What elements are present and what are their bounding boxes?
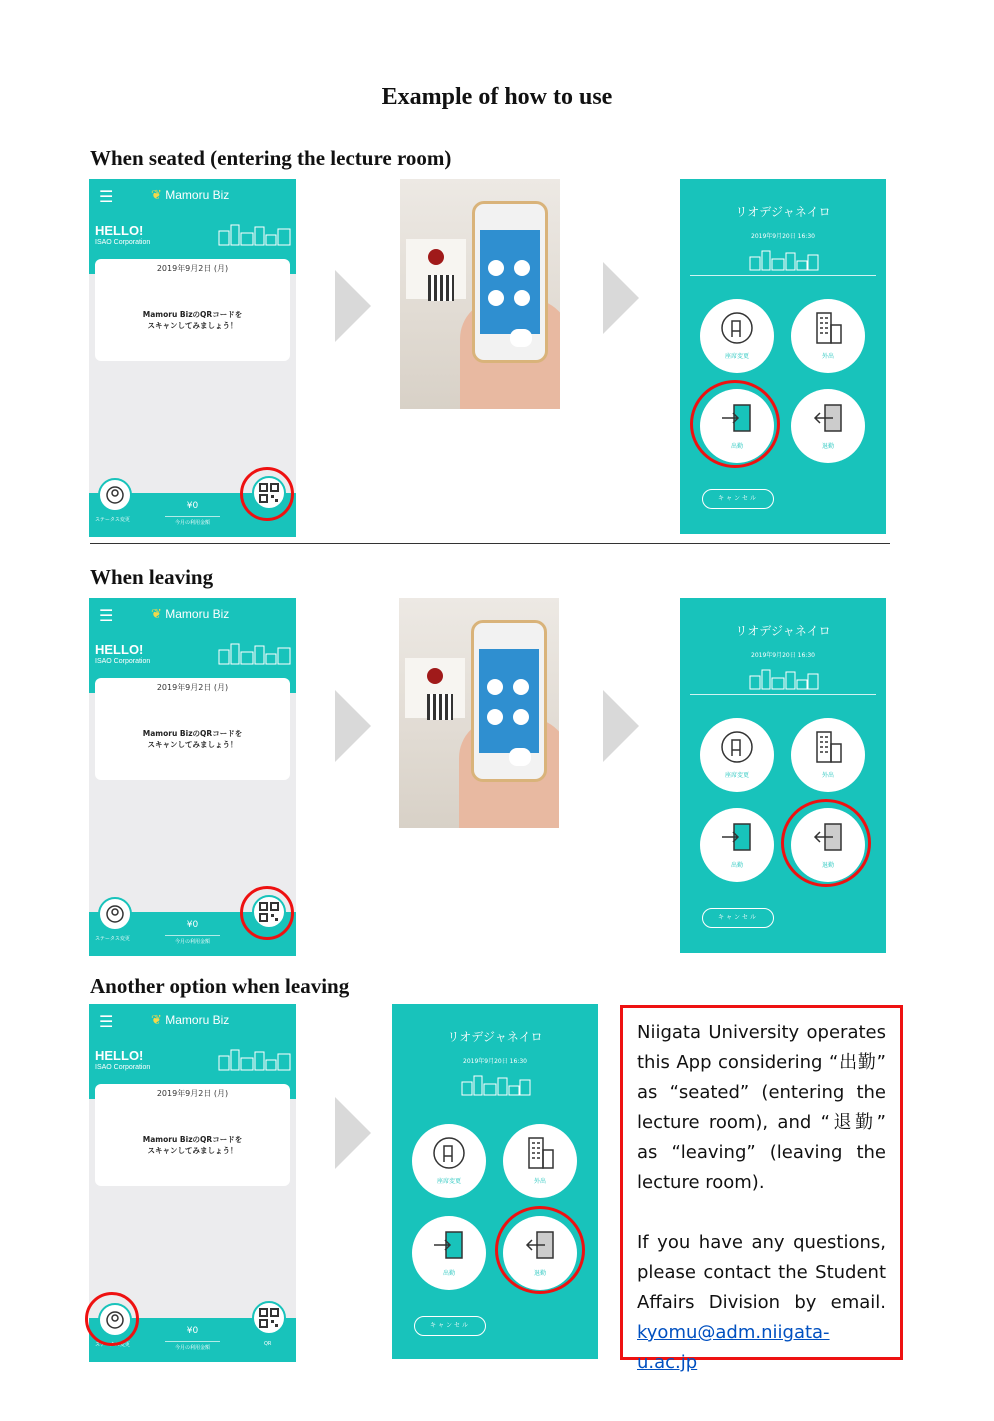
qr-scan-button[interactable]	[252, 1301, 286, 1335]
leaf-icon: ❦	[151, 606, 162, 621]
highlight-ring-leave	[495, 1206, 585, 1294]
card-message-line2: スキャンしてみましょう！	[147, 1146, 238, 1155]
seat-change-button[interactable]	[700, 718, 774, 792]
attend-button[interactable]	[700, 808, 774, 882]
yen-label: 今月の利用金額	[165, 1341, 220, 1351]
step-arrow-icon	[335, 270, 371, 342]
brand-name: Mamoru Biz	[165, 1013, 230, 1027]
cancel-button[interactable]: キャンセル	[702, 908, 774, 928]
screen-button-icon	[488, 260, 504, 276]
note-paragraph-2-text: If you have any questions, please contact the Student Affairs Division by email.	[637, 1232, 886, 1313]
building-icon	[809, 728, 847, 766]
phone-screen	[479, 649, 539, 753]
brand-name: Mamoru Biz	[165, 607, 230, 621]
location-datetime: 2019年9月20日 16:30	[751, 233, 815, 240]
card-message-line1: Mamoru BizのQRコードを	[142, 729, 243, 738]
seat-change-label: 座席変更	[436, 1178, 461, 1185]
attend-button[interactable]	[412, 1216, 486, 1290]
card-message	[95, 1134, 290, 1156]
step-arrow-icon	[335, 1097, 371, 1169]
seat-change-button[interactable]	[412, 1124, 486, 1198]
screen-button-icon	[487, 679, 503, 695]
card-date: 2019年9月2日 (月)	[156, 1089, 229, 1098]
separator-line	[690, 275, 876, 276]
seat-change-icon	[430, 1134, 468, 1172]
highlight-ring-status	[85, 1292, 139, 1346]
city-skyline-icon	[217, 640, 293, 666]
select-screen-3	[392, 1004, 598, 1359]
card-date: 2019年9月2日 (月)	[156, 683, 229, 692]
section-heading-another-option: Another option when leaving	[90, 974, 350, 998]
card-message	[95, 309, 290, 331]
phone-screen	[480, 230, 540, 334]
card-message	[95, 728, 290, 750]
card-message-line2: スキャンしてみましょう！	[147, 740, 238, 749]
go-out-button[interactable]	[791, 718, 865, 792]
seat-change-icon	[718, 728, 756, 766]
red-seal-icon	[428, 249, 444, 265]
status-label: ステータス変更	[95, 1342, 130, 1348]
location-datetime: 2019年9月20日 16:30	[463, 1058, 527, 1065]
city-skyline-icon	[217, 1046, 293, 1072]
screen-button-icon	[488, 290, 504, 306]
cancel-button[interactable]: キャンセル	[414, 1316, 486, 1336]
highlight-ring-attend	[690, 380, 780, 468]
step-arrow-icon	[603, 262, 639, 334]
nail	[509, 748, 531, 766]
section-divider	[90, 543, 890, 544]
info-note	[620, 1005, 903, 1373]
status-change-button[interactable]	[98, 478, 132, 512]
yen-amount: ¥0	[186, 920, 199, 930]
menu-icon[interactable]: ☰	[99, 606, 114, 625]
location-name: リオデジャネイロ	[447, 1030, 543, 1044]
red-seal-icon	[427, 668, 443, 684]
screen-button-icon	[514, 290, 530, 306]
leaf-icon: ❦	[151, 1012, 162, 1027]
go-out-label: 外出	[533, 1178, 546, 1185]
exit-door-icon	[809, 399, 847, 437]
highlight-ring-qr	[240, 886, 294, 940]
status-label: ステータス変更	[95, 517, 130, 523]
user-sync-icon	[105, 904, 125, 924]
brand-logo	[151, 187, 229, 203]
select-screen-1	[680, 179, 886, 534]
yen-label: 今月の利用金額	[165, 935, 220, 945]
note-paragraph-1: Niigata University operates this App considering “出勤” as “seated” (entering the lecture room), and “退勤” as “leaving” (leaving the lecture room).	[637, 1022, 886, 1193]
printed-qr-icon	[427, 694, 453, 720]
highlight-ring-qr	[240, 467, 294, 521]
step-arrow-icon	[603, 690, 639, 762]
leaf-icon: ❦	[151, 187, 162, 202]
select-screen-2	[680, 598, 886, 953]
leave-button[interactable]	[791, 389, 865, 463]
seat-change-label: 座席変更	[724, 353, 749, 360]
seat-change-icon	[718, 309, 756, 347]
card-message-line2: スキャンしてみましょう！	[147, 321, 238, 330]
city-skyline-icon	[748, 247, 820, 271]
brand-name: Mamoru Biz	[165, 188, 230, 202]
qr-label: QR	[264, 1341, 272, 1347]
hello-text: HELLO!	[95, 1048, 144, 1063]
screen-button-icon	[513, 679, 529, 695]
go-out-label: 外出	[821, 772, 834, 779]
enter-door-icon	[718, 818, 756, 856]
city-skyline-icon	[217, 221, 293, 247]
user-sync-icon	[105, 485, 125, 505]
printed-qr-icon	[428, 275, 454, 301]
corp-name: ISAO Corporation	[95, 1064, 151, 1071]
corp-name: ISAO Corporation	[95, 658, 151, 665]
screen-button-icon	[513, 709, 529, 725]
city-skyline-icon	[460, 1072, 532, 1096]
attend-label: 出勤	[730, 443, 743, 450]
separator-line	[690, 694, 876, 695]
highlight-ring-leave	[781, 799, 871, 887]
card-date: 2019年9月2日 (月)	[156, 264, 229, 273]
building-icon	[809, 309, 847, 347]
screen-button-icon	[487, 709, 503, 725]
menu-icon[interactable]: ☰	[99, 187, 114, 206]
go-out-button[interactable]	[503, 1124, 577, 1198]
card-message-line1: Mamoru BizのQRコードを	[142, 1135, 243, 1144]
step-arrow-icon	[335, 690, 371, 762]
scan-card	[95, 259, 290, 361]
status-change-button[interactable]	[98, 897, 132, 931]
enter-door-icon	[430, 1226, 468, 1264]
page-title: Example of how to use	[381, 84, 613, 110]
brand-logo	[151, 1012, 229, 1028]
attend-label: 出勤	[730, 862, 743, 869]
nail	[510, 329, 532, 347]
brand-logo	[151, 606, 229, 622]
hello-text: HELLO!	[95, 223, 144, 238]
seat-change-button[interactable]	[700, 299, 774, 373]
section-heading-seated: When seated (entering the lecture room)	[90, 146, 452, 170]
seat-change-label: 座席変更	[724, 772, 749, 779]
cancel-button[interactable]: キャンセル	[702, 489, 774, 509]
leave-label: 退勤	[821, 443, 834, 450]
card-message-line1: Mamoru BizのQRコードを	[142, 310, 243, 319]
location-datetime: 2019年9月20日 16:30	[751, 652, 815, 659]
status-label: ステータス変更	[95, 936, 130, 942]
yen-amount: ¥0	[186, 501, 199, 511]
phone-scan-photo	[399, 598, 559, 828]
yen-label: 今月の利用金額	[165, 516, 220, 526]
scan-card	[95, 678, 290, 780]
attend-label: 出勤	[442, 1270, 455, 1277]
go-out-label: 外出	[821, 353, 834, 360]
leave-label: 退勤	[533, 1270, 546, 1277]
leave-label: 退勤	[821, 862, 834, 869]
hello-text: HELLO!	[95, 642, 144, 657]
qr-code-icon	[259, 1308, 279, 1328]
city-skyline-icon	[748, 666, 820, 690]
menu-icon[interactable]: ☰	[99, 1012, 114, 1031]
yen-amount: ¥0	[186, 1326, 199, 1336]
screen-button-icon	[514, 260, 530, 276]
note-paragraph-2	[637, 1228, 886, 1378]
building-icon	[521, 1134, 559, 1172]
go-out-button[interactable]	[791, 299, 865, 373]
contact-email-link[interactable]: kyomu@adm.niigata-u.ac.jp	[637, 1322, 830, 1373]
corp-name: ISAO Corporation	[95, 239, 151, 246]
phone-scan-photo	[400, 179, 560, 409]
location-name: リオデジャネイロ	[735, 205, 831, 219]
location-name: リオデジャネイロ	[735, 624, 831, 638]
section-heading-leaving: When leaving	[90, 565, 214, 589]
scan-card	[95, 1084, 290, 1186]
